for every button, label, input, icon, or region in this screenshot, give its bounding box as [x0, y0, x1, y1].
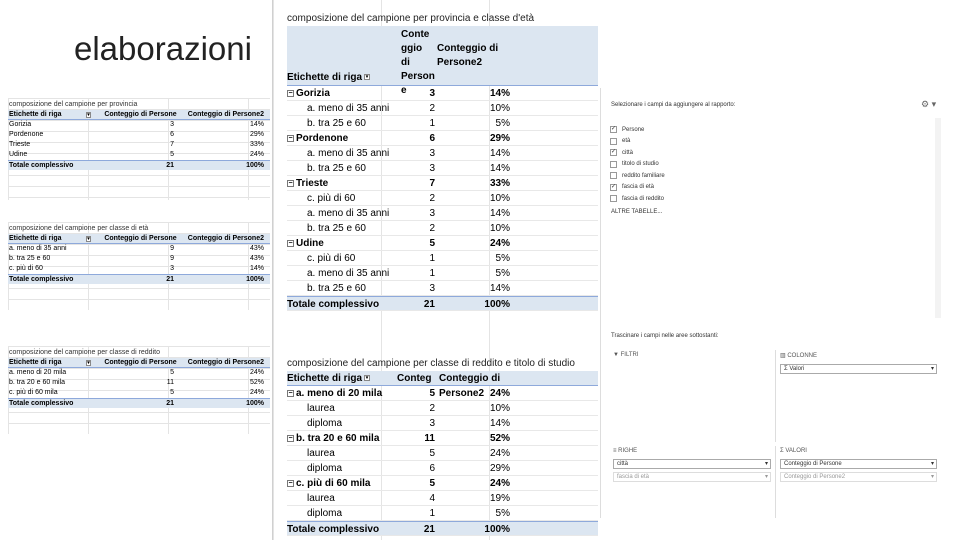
table-cell: 5	[170, 389, 174, 396]
count-cell: 3	[429, 418, 435, 429]
values-field-count2[interactable]: Conteggio di Persone2 ▾	[780, 472, 937, 482]
col-header-count: Conte ggio di Person e	[401, 29, 435, 96]
table-cell: b. tra 20 e 60 mila	[9, 379, 66, 386]
field-label: reddito familiare	[622, 172, 665, 179]
pivot-reddito-titolo	[287, 356, 598, 536]
chevron-down-icon: ▾	[764, 474, 768, 480]
row-label: a. meno di 20 mila	[296, 388, 383, 399]
group-row	[287, 236, 598, 251]
row-label-cell	[287, 281, 397, 295]
pivot-caption: composizione del campione per classe di età	[9, 225, 149, 232]
table-row	[287, 116, 598, 131]
table-cell: c. più di 60 mila	[9, 389, 58, 396]
table-cell: c. più di 60	[9, 265, 43, 272]
main-sheet	[272, 0, 597, 540]
percent-cell: 24%	[489, 478, 510, 489]
table-cell: Udine	[9, 151, 28, 158]
table-cell: 3	[170, 265, 174, 272]
group-row	[287, 386, 598, 401]
percent-cell: 14%	[489, 283, 510, 294]
collapse-toggle-icon[interactable]: −	[288, 479, 293, 487]
pivot-caption: composizione del campione per classe di reddito	[9, 349, 160, 356]
group-row	[287, 176, 598, 191]
table-cell: 9	[170, 245, 174, 252]
filter-funnel-icon: ▼	[613, 352, 621, 358]
row-label-cell	[287, 116, 397, 130]
table-row	[287, 206, 598, 221]
row-label-cell	[287, 131, 397, 145]
collapse-toggle-icon[interactable]: −	[288, 134, 293, 142]
row-label-cell	[287, 461, 397, 475]
count-cell: 2	[429, 223, 435, 234]
percent-cell: 24%	[489, 238, 510, 249]
table-row	[287, 146, 598, 161]
table-cell: 5	[170, 369, 174, 376]
row-label-cell	[287, 176, 397, 190]
field-checkbox[interactable]: ✓	[611, 126, 617, 133]
count-cell: 6	[429, 463, 435, 474]
row-label-cell	[287, 431, 397, 445]
table-cell: Conteggio di Persone2	[187, 234, 264, 242]
percent-cell: 14%	[489, 163, 510, 174]
filters-area[interactable]	[609, 350, 775, 442]
percent-cell: 10%	[489, 103, 510, 114]
collapse-toggle-icon[interactable]: −	[288, 389, 293, 397]
row-label-cell	[287, 446, 397, 460]
table-cell: 43%	[249, 245, 264, 252]
count-cell: 1	[429, 118, 435, 129]
table-cell: Conteggio di Persone	[104, 110, 177, 118]
count-cell: 3	[429, 88, 435, 99]
table-cell: 100%	[246, 275, 264, 283]
count-cell: 2	[429, 103, 435, 114]
table-row	[8, 254, 270, 264]
table-row	[287, 401, 598, 416]
table-row	[8, 244, 270, 254]
table-total-row	[287, 296, 598, 311]
field-list-title: Selezionare i campi da aggiungere al rapporto:	[611, 102, 736, 108]
table-cell: 9	[170, 255, 174, 262]
row-label: c. più di 60 mila	[296, 478, 371, 489]
row-label: Udine	[296, 238, 324, 249]
percent-cell: 14%	[489, 418, 510, 429]
row-label-cell	[287, 401, 397, 415]
collapse-toggle-icon[interactable]: −	[288, 434, 293, 442]
count-cell: 2	[429, 403, 435, 414]
table-cell: 100%	[484, 299, 510, 310]
field-item[interactable]	[610, 170, 665, 182]
row-label-cell	[287, 206, 397, 220]
col-header-count2: Conteggio di Persone2	[439, 373, 501, 399]
table-total-row	[287, 521, 598, 536]
table-row	[8, 368, 270, 378]
row-label-cell	[287, 386, 397, 400]
count-cell: 1	[429, 253, 435, 264]
table-cell: Totale complessivo	[9, 275, 74, 283]
field-item[interactable]	[610, 147, 665, 159]
row-label-cell	[287, 476, 397, 490]
table-cell: Conteggio di Persone	[104, 358, 177, 366]
columns-area[interactable]	[775, 350, 941, 442]
chevron-down-icon: ▾	[764, 461, 768, 467]
table-row	[8, 120, 270, 130]
values-area[interactable]	[775, 446, 941, 518]
count-cell: 5	[429, 448, 435, 459]
rows-field-fascia-eta[interactable]: fascia di età ▾	[613, 472, 771, 482]
table-cell: 14%	[249, 121, 264, 128]
filter-icon[interactable]: ▾	[87, 359, 90, 366]
table-cell: Etichette di riga	[9, 358, 62, 366]
field-checkbox[interactable]: ✓	[611, 183, 617, 190]
table-row	[8, 130, 270, 140]
table-cell: 29%	[249, 131, 264, 138]
columns-icon: ▥	[780, 353, 788, 359]
table-cell: Pordenone	[9, 131, 44, 138]
pivot-provincia-eta	[287, 11, 598, 311]
table-cell: 11	[166, 379, 174, 386]
row-label: a. meno di 35 anni	[307, 103, 390, 114]
row-label-cell	[287, 266, 397, 280]
table-cell: 100%	[246, 161, 264, 169]
percent-cell: 10%	[489, 403, 510, 414]
percent-cell: 5%	[495, 118, 510, 129]
table-cell: 43%	[249, 255, 264, 262]
table-cell: 24%	[249, 369, 264, 376]
field-item[interactable]	[610, 124, 665, 136]
table-row	[8, 264, 270, 274]
percent-cell: 5%	[495, 508, 510, 519]
table-cell: Gorizia	[9, 121, 32, 128]
count-cell: 3	[429, 148, 435, 159]
pivot-field-list	[600, 88, 942, 518]
rows-area[interactable]	[609, 446, 775, 518]
columns-field-values[interactable]: Σ Valori ▾	[780, 364, 937, 374]
row-label: b. tra 25 e 60	[307, 223, 366, 234]
pivot-caption: composizione del campione per provincia	[9, 101, 138, 108]
row-label: laurea	[307, 403, 335, 414]
filters-label: FILTRI	[620, 352, 639, 358]
table-row	[287, 506, 598, 521]
count-cell: 1	[429, 508, 435, 519]
table-cell: 24%	[249, 389, 264, 396]
table-cell: Totale complessivo	[287, 299, 380, 310]
table-header-row	[8, 110, 270, 120]
filter-icon[interactable]: ▾	[87, 235, 90, 242]
table-cell: 100%	[484, 524, 510, 535]
count-cell: 1	[429, 268, 435, 279]
field-label: fascia di reddito	[622, 195, 665, 202]
table-cell: 21	[423, 299, 435, 310]
table-cell: 24%	[249, 151, 264, 158]
table-row	[8, 150, 270, 160]
table-row	[287, 221, 598, 236]
percent-cell: 29%	[489, 463, 510, 474]
field-item[interactable]	[610, 182, 665, 194]
group-row	[287, 131, 598, 146]
row-label: diploma	[307, 463, 343, 474]
group-row	[287, 431, 598, 446]
table-cell: Totale complessivo	[9, 399, 74, 407]
field-label: età	[622, 138, 631, 145]
col-header-count: Conteg	[397, 373, 432, 384]
table-cell: 33%	[249, 141, 264, 148]
table-row	[287, 281, 598, 296]
more-tables-link[interactable]: ALTRE TABELLE...	[611, 209, 663, 215]
field-item[interactable]	[610, 159, 665, 171]
field-label: fascia di età	[622, 184, 655, 191]
percent-cell: 24%	[489, 448, 510, 459]
table-row	[287, 446, 598, 461]
row-label: laurea	[307, 448, 335, 459]
row-label-cell	[287, 491, 397, 505]
table-row	[287, 191, 598, 206]
field-label: titolo di studio	[622, 161, 659, 168]
rows-label: RIGHE	[618, 448, 638, 454]
row-label-cell	[287, 506, 397, 520]
percent-cell: 14%	[489, 208, 510, 219]
sheet-reddito	[8, 346, 270, 434]
pivot-caption: composizione del campione per provincia e classe d'età	[287, 13, 535, 24]
table-cell: Conteggio di Persone2	[187, 358, 264, 366]
count-cell: 2	[429, 193, 435, 204]
table-cell: 21	[166, 275, 174, 283]
sheet-provincia	[8, 98, 270, 200]
count-cell: 3	[429, 283, 435, 294]
row-label: b. tra 25 e 60	[307, 118, 366, 129]
field-checkbox[interactable]	[610, 195, 617, 202]
table-cell: a. meno di 20 mila	[9, 369, 67, 376]
table-row	[287, 251, 598, 266]
values-field-count[interactable]: Conteggio di Persone ▾	[780, 459, 937, 469]
table-total-row	[8, 160, 270, 170]
collapse-toggle-icon[interactable]: −	[288, 239, 293, 247]
row-label-cell	[287, 101, 397, 115]
percent-cell: 33%	[489, 178, 510, 189]
table-cell: Totale complessivo	[9, 161, 74, 169]
row-label: diploma	[307, 418, 343, 429]
row-label-cell	[287, 161, 397, 175]
table-cell: Conteggio di Persone2	[187, 110, 264, 118]
count-cell: 7	[429, 178, 435, 189]
group-row	[287, 86, 598, 101]
col-header-count2: Conteggio di Persone2	[437, 43, 499, 68]
filter-icon[interactable]: ▾	[365, 375, 369, 382]
table-cell: 6	[170, 131, 174, 138]
field-label: città	[622, 149, 634, 156]
field-label: Persone	[622, 126, 645, 133]
row-label: b. tra 20 e 60 mila	[296, 433, 380, 444]
row-label-cell	[287, 191, 397, 205]
count-cell: 5	[429, 238, 435, 249]
pivot-table-provincia	[8, 100, 270, 170]
row-label-cell	[287, 236, 397, 250]
rows-field-citta[interactable]: città ▾	[613, 459, 771, 469]
table-cell: a. meno di 35 anni	[9, 245, 67, 252]
row-label: c. più di 60	[307, 193, 356, 204]
row-label-cell	[287, 416, 397, 430]
table-cell: 14%	[249, 265, 264, 272]
group-row	[287, 476, 598, 491]
slide-title: elaborazioni	[74, 30, 252, 67]
row-label-cell	[287, 251, 397, 265]
field-item[interactable]	[610, 136, 665, 148]
row-label: b. tra 25 e 60	[307, 283, 366, 294]
percent-cell: 5%	[495, 268, 510, 279]
collapse-toggle-icon[interactable]: −	[288, 179, 293, 187]
table-cell: 21	[166, 399, 174, 407]
pivot-table-reddito	[8, 348, 270, 408]
count-cell: 5	[429, 388, 435, 399]
table-row	[287, 266, 598, 281]
percent-cell: 24%	[489, 388, 510, 399]
table-total-row	[8, 274, 270, 284]
count-cell: 5	[429, 478, 435, 489]
field-checkbox[interactable]	[610, 172, 617, 179]
count-cell: 6	[429, 133, 435, 144]
rows-icon: ≡	[613, 448, 619, 454]
columns-label: COLONNE	[787, 353, 818, 359]
row-label: a. meno di 35 anni	[307, 268, 390, 279]
table-row	[287, 101, 598, 116]
row-label: Trieste	[296, 178, 329, 189]
row-label: a. meno di 35 anni	[307, 208, 390, 219]
table-cell: 21	[166, 161, 174, 169]
field-checkbox[interactable]: ✓	[611, 149, 617, 156]
row-label-cell	[287, 146, 397, 160]
collapse-toggle-icon[interactable]: −	[288, 89, 293, 97]
sheet-eta	[8, 222, 270, 310]
table-cell: b. tra 25 e 60	[9, 255, 51, 262]
count-cell: 3	[429, 208, 435, 219]
row-label-cell	[287, 221, 397, 235]
table-row	[287, 461, 598, 476]
percent-cell: 52%	[489, 433, 510, 444]
gear-icon[interactable]: ⚙ ▾	[921, 99, 937, 109]
table-cell: 7	[170, 141, 174, 148]
table-cell: 5	[170, 151, 174, 158]
percent-cell: 14%	[489, 148, 510, 159]
table-cell: 3	[170, 121, 174, 128]
chevron-down-icon: ▾	[930, 461, 934, 467]
count-cell: 3	[429, 163, 435, 174]
table-row	[8, 378, 270, 388]
table-cell: Etichette di riga	[9, 234, 62, 242]
table-cell: 100%	[246, 399, 264, 407]
field-item[interactable]	[610, 193, 665, 205]
row-label: Pordenone	[296, 133, 349, 144]
row-label-cell	[287, 86, 397, 100]
row-label: laurea	[307, 493, 335, 504]
table-header-row	[8, 358, 270, 368]
table-cell: Totale complessivo	[287, 524, 380, 535]
percent-cell: 29%	[489, 133, 510, 144]
percent-cell: 19%	[489, 493, 510, 504]
values-label: Σ VALORI	[780, 448, 807, 454]
drag-hint: Trascinare i campi nelle aree sottostanti:	[611, 333, 719, 339]
table-cell: 52%	[249, 379, 264, 386]
table-header-row	[8, 234, 270, 244]
row-label: b. tra 25 e 60	[307, 163, 366, 174]
row-labels-header: Etichette di riga	[287, 373, 363, 384]
percent-cell: 10%	[489, 223, 510, 234]
pivot-caption: composizione del campione per classe di reddito e titolo di studio	[287, 358, 575, 369]
table-total-row	[8, 398, 270, 408]
percent-cell: 14%	[489, 88, 510, 99]
row-labels-header: Etichette di riga	[287, 72, 363, 83]
table-row	[287, 491, 598, 506]
field-checkbox[interactable]	[610, 161, 617, 168]
row-label: diploma	[307, 508, 343, 519]
chevron-down-icon: ▾	[930, 474, 934, 480]
table-row	[8, 140, 270, 150]
row-label: c. più di 60	[307, 253, 356, 264]
table-cell: Trieste	[9, 141, 31, 148]
chevron-down-icon: ▾	[930, 366, 934, 372]
table-row	[287, 161, 598, 176]
field-checklist	[610, 124, 665, 205]
percent-cell: 10%	[489, 193, 510, 204]
count-cell: 4	[429, 493, 435, 504]
table-cell: Etichette di riga	[9, 110, 62, 118]
field-checkbox[interactable]	[610, 138, 617, 145]
percent-cell: 5%	[495, 253, 510, 264]
count-cell: 11	[424, 433, 435, 444]
pivot-table-eta	[8, 224, 270, 284]
filter-icon[interactable]: ▾	[87, 111, 90, 118]
table-row	[8, 388, 270, 398]
table-cell: Conteggio di Persone	[104, 234, 177, 242]
row-label: a. meno di 35 anni	[307, 148, 390, 159]
row-label: Gorizia	[296, 88, 330, 99]
filter-icon[interactable]: ▾	[365, 74, 369, 81]
table-cell: 21	[423, 524, 435, 535]
field-list-scrollbar[interactable]	[935, 118, 941, 318]
table-row	[287, 416, 598, 431]
